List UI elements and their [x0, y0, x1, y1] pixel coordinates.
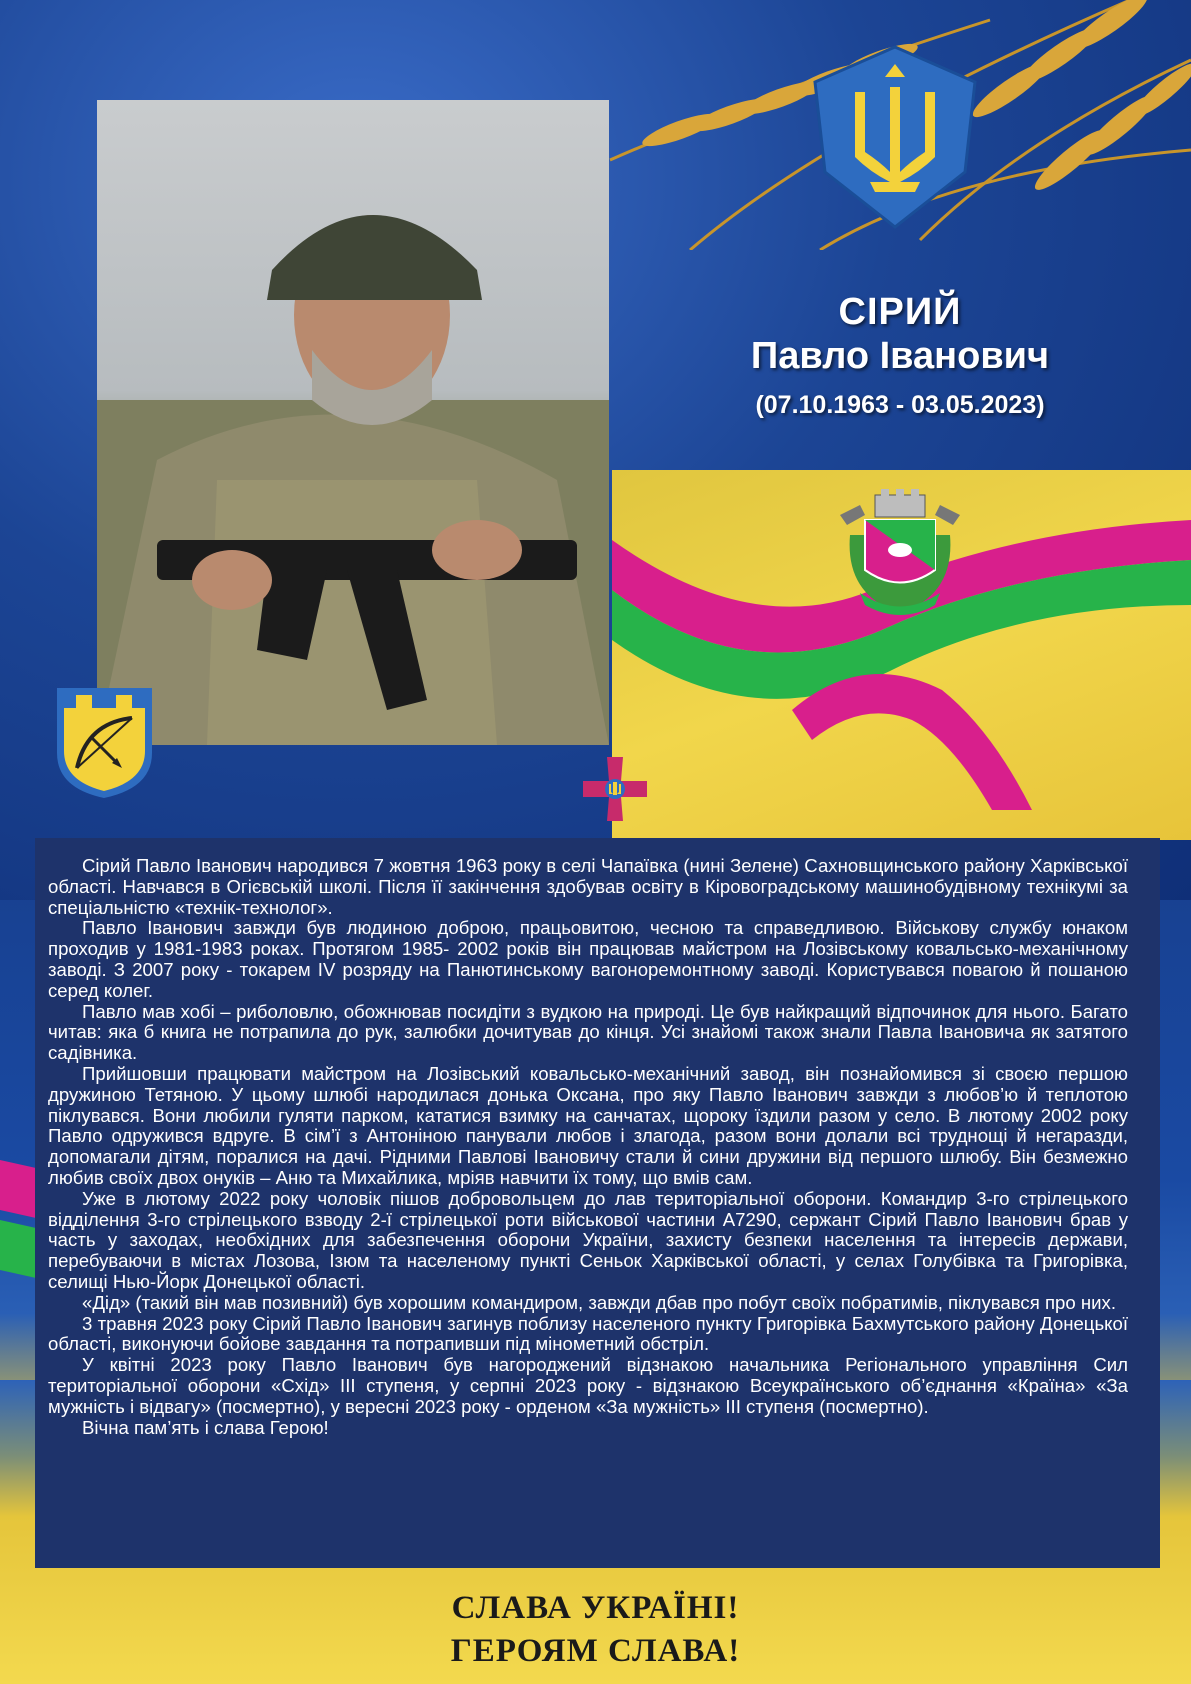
hero-given-names: Павло Іванович	[750, 335, 1050, 377]
bio-paragraph: У квітні 2023 року Павло Іванович був нагороджений відзнакою начальника Регіонального управління Сил територіальної оборони «Схід» III ступеня, у серпні 2023 року - відзнакою Всеукраїнського об’єднання «Країна» «За мужність і відвагу» (посмертно), у вересні 2023 року - орденом «За мужність» III ступеня (посмертно).	[48, 1354, 1128, 1417]
bio-paragraph: Уже в лютому 2022 року чоловік пішов добровольцем до лав територіальної оборони. Командир 3-го стрілецького відділення 3-го стрілецького взводу 2-ї стрілецької роти військової частини А7290, сержант Сірий Павло Іванович брав у часть у заходах, необхідних для забезпечення оборони України, захисту безпеки населення та інтересів держави, перебуваючи в містах Лозова, Ізюм та населеному пункті Сеньок Харківської області, у селах Голубівка та Григорівка, селищі Нью-Йорк Донецької області.	[48, 1187, 1128, 1292]
military-cross-icon	[583, 757, 647, 826]
bio-paragraph: Вічна пам’ять і слава Герою!	[82, 1416, 329, 1438]
hero-surname: СІРИЙ	[838, 291, 962, 333]
bio-paragraph: Прийшовши працювати майстром на Лозівський ковальсько-механічний завод, він познайомився зі своєю першою дружиною Тетяною. У цьому шлюбі народилася донька Оксана, про яку Павло Іванович завжди з любов’ю й теплотою піклувався. Вони любили гуляти парком, кататися взимку на санчатах, щороку їздили разом у село. В лютому 2002 року Павло одружився вдруге. В сім’ї з Антоніною панували любов і злагода, разом вони долали всі труднощі й негаразди, допомагали дітям, поралися на дачі. Рідними Павлові Івановичу стали й сини дружини від першого шлюбу. Він безмежно любив своїх двох онуків – Аню та Михайлика, мріяв навчити їх тому, що вмів сам.	[48, 1062, 1128, 1188]
slogan-line-2: ГЕРОЯМ СЛАВА!	[450, 1633, 741, 1669]
bio-paragraph: «Дід» (такий він мав позивний) був хорошим командиром, завжди дбав про побут своїх побратимів, піклувався про них.	[82, 1291, 1116, 1313]
hero-photo	[97, 100, 609, 745]
bio-paragraph: 3 травня 2023 року Сірий Павло Іванович загинув поблизу населеного пункту Григорівка Бахмутського району Донецької області, виконуючи бойове завдання та потрапивши під мінометний обстріл.	[48, 1312, 1128, 1355]
biography-text	[48, 856, 1128, 1438]
city-coat-of-arms-icon	[835, 485, 965, 625]
bio-paragraph: Сірий Павло Іванович народився 7 жовтня 1963 року в селі Чапаївка (нині Зелене) Сахновщинського району Харківської області. Навчався в Огієвській школі. Після її закінчення здобував освіту в Кіровоградському машинобудівному технікумі за спеціальністю «технік-технолог».	[48, 855, 1128, 918]
slogan-line-1: СЛАВА УКРАЇНІ!	[451, 1590, 740, 1626]
hero-name-block	[660, 290, 1140, 422]
bow-arrow-unit-badge-icon	[52, 683, 157, 808]
bio-paragraph: Павло мав хобі – риболовлю, обожнював посидіти з вудкою на природі. Це був найкращий відпочинок для нього. Багато читав: яка б книга не потрапила до рук, залюбки дочитував до кінця. Усі знайомі також знали Павла Івановича як затятого садівника.	[48, 1000, 1128, 1064]
trident-icon	[800, 42, 990, 237]
bio-paragraph: Павло Іванович завжди був людиною доброю, працьовитою, чесною та справедливою. Військову службу юнаком проходив у 1981-1983 роках. Протягом 1985- 2002 років він працював майстром на Лозівському ковальсько-механічному заводі. З 2007 року - токарем IV розряду на Панютинському вагоноремонтному заводі. Користувався повагою й пошаною серед колег.	[48, 917, 1128, 1001]
hero-dates: (07.10.1963 - 03.05.2023)	[755, 391, 1045, 419]
